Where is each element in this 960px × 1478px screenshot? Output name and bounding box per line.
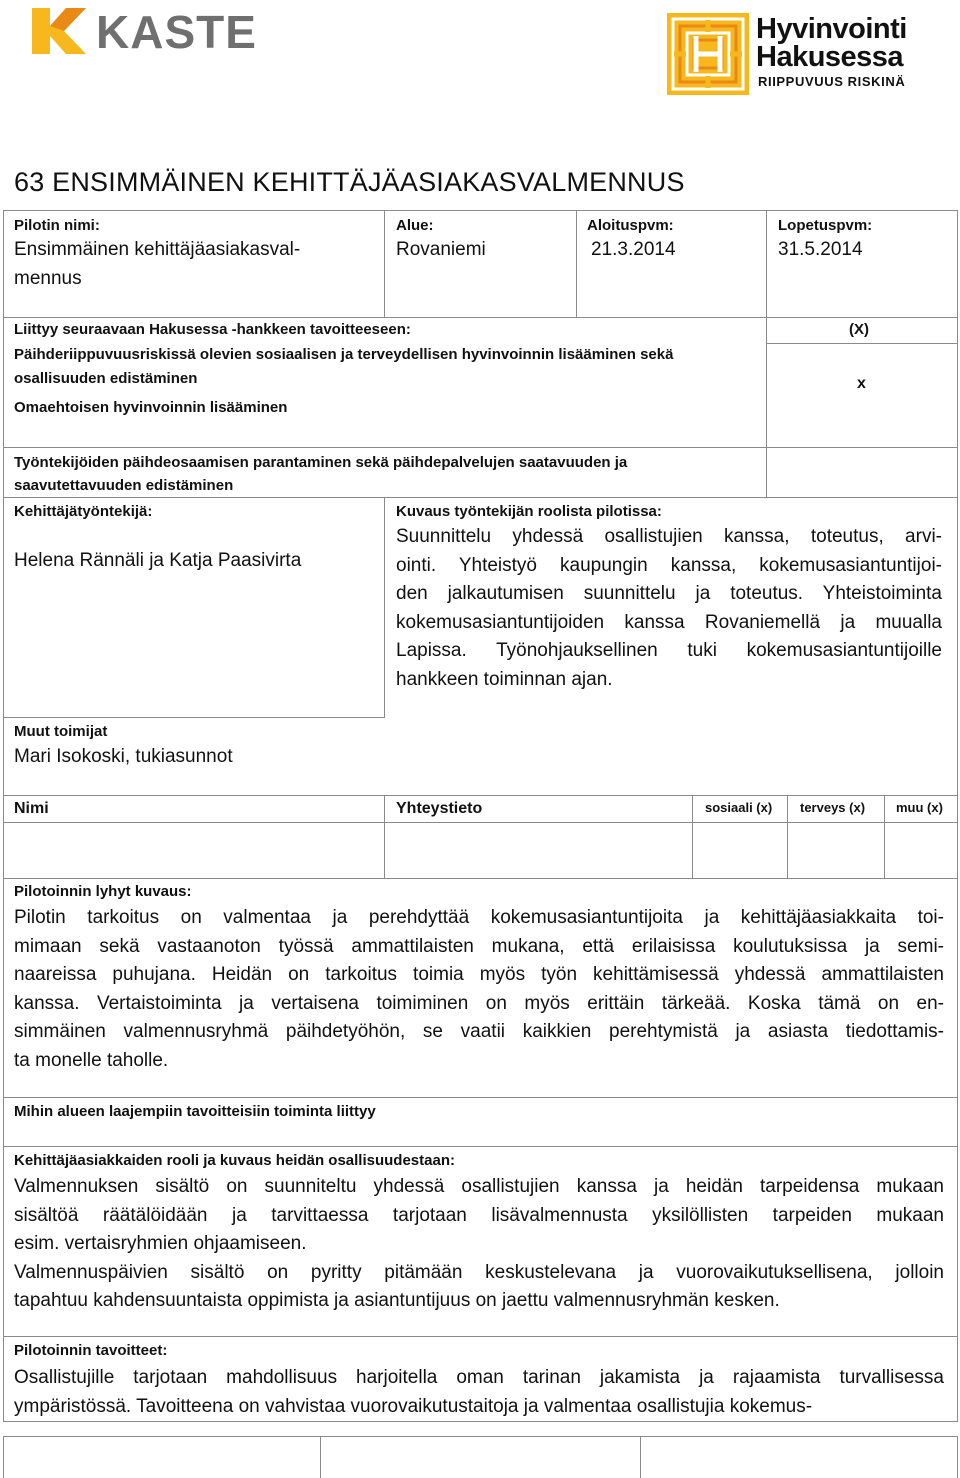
wider-goals-label: Mihin alueen laajempiin tavoitteisiin toiminta liittyy [14, 1103, 376, 1120]
client-role-line: Valmennuspäivien sisältö on pyritty pitämään keskustelevana ja vuorovaikutuksellisena, jolloin [14, 1261, 944, 1283]
pilot-name-label: Pilotin nimi: [14, 217, 100, 234]
goal-item-3-cont: saavutettavuuden edistäminen [14, 477, 234, 494]
divider [3, 1097, 958, 1098]
divider [3, 822, 958, 823]
divider [766, 210, 767, 317]
goal-item-1-mark: x [857, 375, 866, 392]
area-value: Rovaniemi [396, 239, 486, 260]
short-description-label: Pilotoinnin lyhyt kuvaus: [14, 883, 192, 900]
logo-subtitle: RIIPPUVUUS RISKINÄ [758, 74, 906, 89]
goal-item-1-cont: osallisuuden edistäminen [14, 370, 198, 387]
other-actors-label: Muut toimijat [14, 723, 108, 740]
description-line: naareissa puhujana. Heidän on tarkoitus toimia myös työn kehittämisessä yhdessä ammattilaisten [14, 964, 944, 986]
role-line: kokemusasiantuntijoiden kanssa Rovaniemellä ja muualla [396, 611, 942, 633]
divider [3, 210, 958, 211]
divider [692, 795, 693, 878]
goal-item-1: Päihderiippuvuusriskissä olevien sosiaalisen ja terveydellisen hyvinvoinnin lisääminen sekä [14, 346, 674, 363]
role-description [396, 523, 942, 695]
divider [3, 1336, 958, 1337]
developer-value: Helena Rännäli ja Katja Paasivirta [14, 550, 302, 571]
client-role-line: tapahtuu kahdensuuntaista oppimista ja asiantuntijuus on jaettu valmennusryhmän kesken. [14, 1290, 780, 1312]
divider [320, 1436, 321, 1478]
description-line: Pilotin tarkoitus on valmentaa ja perehdyttää kokemusasiantuntijoita ja kehittäjäasiakkaita toi- [14, 907, 944, 928]
end-date-value: 31.5.2014 [778, 239, 863, 260]
divider [3, 447, 958, 448]
divider [3, 497, 958, 498]
divider [3, 878, 958, 879]
hyvinvointi-hakusessa-logo [666, 12, 946, 96]
col-header-social: sosiaali (x) [705, 800, 773, 815]
pilot-goals-description [14, 1364, 944, 1421]
client-role-label: Kehittäjäasiakkaiden rooli ja kuvaus heidän osallisuudestaan: [14, 1152, 455, 1169]
col-header-name: Nimi [14, 800, 49, 817]
divider [384, 497, 385, 717]
client-role-line: esim. vertaisryhmien ohjaamiseen. [14, 1233, 307, 1255]
pilot-goals-label: Pilotoinnin tavoitteet: [14, 1342, 168, 1359]
role-line: Lapissa. Työnohjauksellinen tuki kokemusasiantuntijoille [396, 640, 942, 662]
area-label: Alue: [396, 217, 434, 234]
logo-title-line2: Hakusessa [756, 41, 904, 73]
end-date-label: Lopetuspvm: [778, 217, 873, 234]
role-line: Suunnittelu yhdessä osallistujien kanssa, toteutus, arvi- [396, 526, 942, 547]
role-line: hankkeen toiminnan ajan. [396, 668, 613, 690]
developer-label: Kehittäjätyöntekijä: [14, 503, 153, 520]
description-line: kanssa. Vertaistoiminta ja vertaisena toimiminen on myös erittäin tärkeää. Koska tämä on en- [14, 992, 944, 1014]
divider [3, 717, 385, 718]
col-header-other: muu (x) [896, 800, 943, 815]
goals-mark-header: (X) [849, 321, 869, 338]
kaste-logo [30, 4, 290, 56]
divider [3, 210, 4, 1422]
other-actors-value: Mari Isokoski, tukiasunnot [14, 746, 233, 767]
start-date-label: Aloituspvm: [587, 217, 674, 234]
pilot-goals-line: ympäristössä. Tavoitteena on vahvistaa vuorovaikutustaitoja ja valmentaa osallistujia kokemus- [14, 1395, 813, 1417]
divider [3, 1436, 958, 1437]
short-description [14, 904, 944, 1076]
divider [384, 795, 385, 878]
divider [3, 317, 958, 318]
divider [766, 317, 767, 497]
logo-title-line1: Hyvinvointi [756, 13, 907, 45]
maze-logo-icon [666, 12, 750, 96]
divider [3, 1146, 958, 1147]
divider [957, 210, 958, 1422]
goal-item-3: Työntekijöiden päihdeosaamisen parantaminen sekä päihdepalvelujen saatavuuden ja [14, 454, 628, 471]
divider [3, 795, 958, 796]
kaste-logo-mark [30, 4, 290, 56]
kaste-logo-text: KASTE [96, 6, 257, 56]
client-role-line: Valmennuksen sisältö on suunniteltu yhdessä osallistujien kanssa ja heidän tarpeidensa mukaan [14, 1176, 944, 1197]
divider [576, 210, 577, 317]
role-label: Kuvaus työntekijän roolista pilotissa: [396, 503, 662, 520]
divider [384, 210, 385, 317]
page-title: 63 ENSIMMÄINEN KEHITTÄJÄASIAKASVALMENNUS [14, 167, 685, 197]
client-role-line: sisältöä räätälöidään ja tarvittaessa tarjotaan lisävalmennusta yksilöllisten tarpeiden mukaan [14, 1204, 944, 1226]
divider [884, 795, 885, 878]
divider [3, 1436, 4, 1478]
divider [787, 795, 788, 878]
divider [640, 1436, 641, 1478]
pilot-name-value: Ensimmäinen kehittäjäasiakasval- [14, 239, 301, 260]
pilot-name-value-cont: mennus [14, 268, 82, 289]
divider [766, 343, 958, 344]
description-line: mimaan sekä vastaanoton työssä ammattilaisten mukana, että erilaisissa koulutuksissa ja semi- [14, 935, 944, 957]
col-header-contact: Yhteystieto [396, 800, 483, 817]
goal-item-2: Omaehtoisen hyvinvoinnin lisääminen [14, 399, 288, 416]
divider [957, 1436, 958, 1478]
role-line: den jalkautumisen suunnittelu ja toteutus. Yhteistoiminta [396, 583, 942, 605]
client-role-description [14, 1173, 944, 1316]
start-date-value: 21.3.2014 [591, 239, 676, 260]
goals-heading: Liittyy seuraavaan Hakusessa -hankkeen tavoitteeseen: [14, 321, 411, 338]
col-header-health: terveys (x) [800, 800, 866, 815]
description-line: simmäinen valmennusryhmä päihdetyöhön, se vaatii kaikkien perehtymistä ja asiasta tiedottamis- [14, 1021, 944, 1043]
description-line: ta monelle taholle. [14, 1049, 169, 1071]
pilot-goals-line: Osallistujille tarjotaan mahdollisuus harjoitella oman tarinan jakamista ja rajaamista turvallisessa [14, 1367, 944, 1388]
role-line: ointi. Yhteistyö kaupungin kanssa, kokemusasiantuntijoi- [396, 554, 942, 576]
